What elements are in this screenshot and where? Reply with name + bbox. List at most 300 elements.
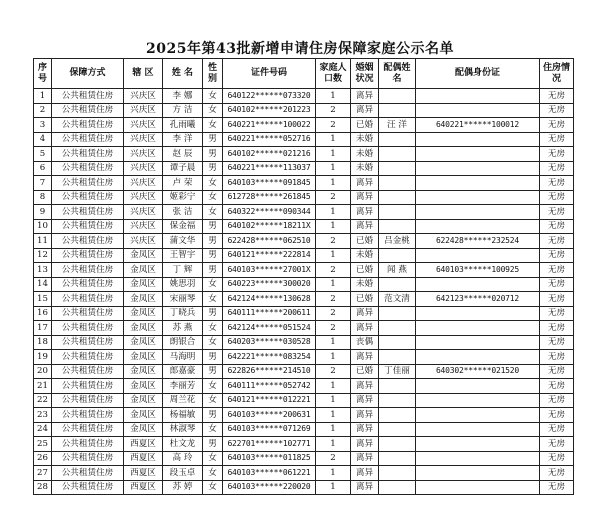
cell-spouse-id xyxy=(416,103,540,118)
cell-marital: 未婚 xyxy=(351,161,379,176)
cell-name: 李 娜 xyxy=(163,89,203,104)
cell-id: 640221******100022 xyxy=(223,118,316,133)
cell-household-size: 1 xyxy=(316,205,351,220)
cell-no: 13 xyxy=(34,263,52,278)
cell-id: 640322******090344 xyxy=(223,205,316,220)
cell-name: 马海明 xyxy=(163,350,203,365)
cell-household-size: 1 xyxy=(316,176,351,191)
cell-marital: 离异 xyxy=(351,422,379,437)
cell-housing: 无房 xyxy=(540,379,574,394)
cell-housing: 无房 xyxy=(540,408,574,423)
cell-type: 公共租赁住房 xyxy=(52,422,124,437)
cell-marital: 离异 xyxy=(351,350,379,365)
cell-district: 金凤区 xyxy=(124,248,163,263)
cell-no: 12 xyxy=(34,248,52,263)
table-row xyxy=(34,161,574,176)
table-row xyxy=(34,277,574,292)
cell-marital: 离异 xyxy=(351,451,379,466)
cell-spouse-name: 闻 燕 xyxy=(379,263,416,278)
cell-household-size: 1 xyxy=(316,335,351,350)
cell-spouse-name xyxy=(379,161,416,176)
cell-gender: 女 xyxy=(203,103,223,118)
cell-housing: 无房 xyxy=(540,292,574,307)
cell-no: 15 xyxy=(34,292,52,307)
cell-marital: 离异 xyxy=(351,393,379,408)
cell-id: 640103******091845 xyxy=(223,176,316,191)
cell-no: 4 xyxy=(34,132,52,147)
cell-name: 方 洁 xyxy=(163,103,203,118)
cell-spouse-name xyxy=(379,176,416,191)
cell-gender: 女 xyxy=(203,190,223,205)
cell-no: 7 xyxy=(34,176,52,191)
cell-id: 640103******011825 xyxy=(223,451,316,466)
header-housing: 住房情况 xyxy=(540,59,574,89)
cell-gender: 女 xyxy=(203,118,223,133)
cell-spouse-name xyxy=(379,89,416,104)
table-row xyxy=(34,118,574,133)
cell-id: 640203******030528 xyxy=(223,335,316,350)
cell-housing: 无房 xyxy=(540,466,574,481)
cell-household-size: 1 xyxy=(316,480,351,495)
cell-household-size: 2 xyxy=(316,234,351,249)
table-row xyxy=(34,103,574,118)
header-id: 证件号码 xyxy=(223,59,316,89)
table-row xyxy=(34,321,574,336)
cell-id: 612728******261845 xyxy=(223,190,316,205)
cell-spouse-name xyxy=(379,350,416,365)
cell-marital: 已婚 xyxy=(351,292,379,307)
cell-district: 金凤区 xyxy=(124,408,163,423)
cell-type: 公共租赁住房 xyxy=(52,263,124,278)
table-row xyxy=(34,176,574,191)
cell-gender: 男 xyxy=(203,147,223,162)
cell-marital: 离异 xyxy=(351,205,379,220)
cell-district: 兴庆区 xyxy=(124,161,163,176)
cell-household-size: 1 xyxy=(316,132,351,147)
cell-district: 金凤区 xyxy=(124,263,163,278)
cell-no: 14 xyxy=(34,277,52,292)
cell-spouse-id xyxy=(416,306,540,321)
cell-spouse-id xyxy=(416,205,540,220)
cell-type: 公共租赁住房 xyxy=(52,364,124,379)
cell-no: 16 xyxy=(34,306,52,321)
cell-housing: 无房 xyxy=(540,103,574,118)
cell-housing: 无房 xyxy=(540,118,574,133)
cell-district: 西夏区 xyxy=(124,451,163,466)
cell-type: 公共租赁住房 xyxy=(52,277,124,292)
cell-spouse-name xyxy=(379,219,416,234)
cell-district: 兴庆区 xyxy=(124,132,163,147)
cell-id: 640111******052742 xyxy=(223,379,316,394)
cell-district: 金凤区 xyxy=(124,277,163,292)
cell-no: 8 xyxy=(34,190,52,205)
cell-marital: 已婚 xyxy=(351,263,379,278)
cell-district: 西夏区 xyxy=(124,437,163,452)
header-type: 保障方式 xyxy=(52,59,124,89)
cell-spouse-id: 642123******020712 xyxy=(416,292,540,307)
cell-name: 姬彩宁 xyxy=(163,190,203,205)
cell-type: 公共租赁住房 xyxy=(52,350,124,365)
cell-household-size: 2 xyxy=(316,103,351,118)
cell-gender: 女 xyxy=(203,335,223,350)
cell-spouse-name xyxy=(379,408,416,423)
cell-housing: 无房 xyxy=(540,422,574,437)
cell-type: 公共租赁住房 xyxy=(52,480,124,495)
cell-type: 公共租赁住房 xyxy=(52,379,124,394)
cell-spouse-name: 范文清 xyxy=(379,292,416,307)
cell-type: 公共租赁住房 xyxy=(52,205,124,220)
cell-id: 640103******220020 xyxy=(223,480,316,495)
cell-gender: 男 xyxy=(203,132,223,147)
cell-name: 段玉卓 xyxy=(163,466,203,481)
table-row xyxy=(34,393,574,408)
cell-name: 赵 辰 xyxy=(163,147,203,162)
cell-name: 王智宇 xyxy=(163,248,203,263)
cell-no: 19 xyxy=(34,350,52,365)
cell-housing: 无房 xyxy=(540,335,574,350)
cell-type: 公共租赁住房 xyxy=(52,437,124,452)
header-spouse-id: 配偶身份证 xyxy=(416,59,540,89)
cell-spouse-name xyxy=(379,248,416,263)
cell-housing: 无房 xyxy=(540,437,574,452)
cell-housing: 无房 xyxy=(540,234,574,249)
cell-district: 金凤区 xyxy=(124,393,163,408)
cell-gender: 男 xyxy=(203,350,223,365)
cell-spouse-name xyxy=(379,335,416,350)
cell-household-size: 1 xyxy=(316,248,351,263)
cell-household-size: 1 xyxy=(316,437,351,452)
cell-type: 公共租赁住房 xyxy=(52,466,124,481)
cell-spouse-id xyxy=(416,89,540,104)
cell-housing: 无房 xyxy=(540,132,574,147)
cell-spouse-id xyxy=(416,248,540,263)
cell-housing: 无房 xyxy=(540,277,574,292)
cell-id: 622826******214510 xyxy=(223,364,316,379)
table-header-row xyxy=(34,59,574,89)
cell-no: 1 xyxy=(34,89,52,104)
cell-housing: 无房 xyxy=(540,480,574,495)
cell-household-size: 1 xyxy=(316,393,351,408)
cell-name: 丁 辉 xyxy=(163,263,203,278)
table-row xyxy=(34,263,574,278)
cell-id: 640121******222814 xyxy=(223,248,316,263)
cell-marital: 未婚 xyxy=(351,277,379,292)
cell-district: 金凤区 xyxy=(124,379,163,394)
cell-gender: 女 xyxy=(203,451,223,466)
cell-household-size: 1 xyxy=(316,408,351,423)
cell-name: 杜文龙 xyxy=(163,437,203,452)
cell-household-size: 1 xyxy=(316,422,351,437)
cell-household-size: 1 xyxy=(316,219,351,234)
cell-id: 640103******061221 xyxy=(223,466,316,481)
cell-gender: 男 xyxy=(203,408,223,423)
cell-name: 蒲文华 xyxy=(163,234,203,249)
table-row xyxy=(34,335,574,350)
cell-marital: 未婚 xyxy=(351,248,379,263)
cell-type: 公共租赁住房 xyxy=(52,89,124,104)
cell-name: 孔雨曦 xyxy=(163,118,203,133)
cell-spouse-id xyxy=(416,321,540,336)
cell-spouse-name xyxy=(379,277,416,292)
cell-id: 642124******130628 xyxy=(223,292,316,307)
cell-spouse-id xyxy=(416,335,540,350)
cell-household-size: 1 xyxy=(316,161,351,176)
cell-type: 公共租赁住房 xyxy=(52,248,124,263)
cell-district: 西夏区 xyxy=(124,480,163,495)
cell-spouse-id: 640302******021520 xyxy=(416,364,540,379)
table-row xyxy=(34,292,574,307)
cell-household-size: 2 xyxy=(316,364,351,379)
cell-spouse-name xyxy=(379,466,416,481)
header-no: 序号 xyxy=(34,59,52,89)
cell-housing: 无房 xyxy=(540,263,574,278)
cell-marital: 离异 xyxy=(351,379,379,394)
cell-no: 20 xyxy=(34,364,52,379)
header-household-size: 家庭人口数 xyxy=(316,59,351,89)
cell-marital: 已婚 xyxy=(351,234,379,249)
cell-type: 公共租赁住房 xyxy=(52,190,124,205)
cell-spouse-id xyxy=(416,277,540,292)
cell-marital: 离异 xyxy=(351,466,379,481)
cell-spouse-name xyxy=(379,480,416,495)
cell-type: 公共租赁住房 xyxy=(52,451,124,466)
cell-spouse-id: 622428******232524 xyxy=(416,234,540,249)
cell-spouse-id xyxy=(416,466,540,481)
cell-gender: 女 xyxy=(203,89,223,104)
cell-household-size: 2 xyxy=(316,263,351,278)
table-row xyxy=(34,132,574,147)
cell-no: 28 xyxy=(34,480,52,495)
cell-gender: 男 xyxy=(203,234,223,249)
cell-type: 公共租赁住房 xyxy=(52,147,124,162)
table-row xyxy=(34,451,574,466)
cell-gender: 男 xyxy=(203,219,223,234)
cell-spouse-id xyxy=(416,219,540,234)
cell-type: 公共租赁住房 xyxy=(52,292,124,307)
cell-district: 兴庆区 xyxy=(124,147,163,162)
cell-household-size: 1 xyxy=(316,277,351,292)
cell-no: 26 xyxy=(34,451,52,466)
cell-spouse-id xyxy=(416,161,540,176)
cell-gender: 男 xyxy=(203,364,223,379)
cell-no: 6 xyxy=(34,161,52,176)
table-row xyxy=(34,205,574,220)
cell-name: 张 洁 xyxy=(163,205,203,220)
cell-no: 17 xyxy=(34,321,52,336)
cell-gender: 女 xyxy=(203,480,223,495)
cell-spouse-name xyxy=(379,422,416,437)
cell-spouse-name xyxy=(379,393,416,408)
cell-district: 兴庆区 xyxy=(124,89,163,104)
cell-housing: 无房 xyxy=(540,451,574,466)
cell-id: 640121******012221 xyxy=(223,393,316,408)
cell-marital: 已婚 xyxy=(351,364,379,379)
cell-marital: 离异 xyxy=(351,408,379,423)
cell-spouse-name xyxy=(379,190,416,205)
cell-type: 公共租赁住房 xyxy=(52,408,124,423)
cell-name: 郎嘉豪 xyxy=(163,364,203,379)
cell-household-size: 2 xyxy=(316,321,351,336)
header-district: 辖 区 xyxy=(124,59,163,89)
cell-type: 公共租赁住房 xyxy=(52,234,124,249)
header-gender: 性别 xyxy=(203,59,223,89)
cell-no: 3 xyxy=(34,118,52,133)
cell-gender: 女 xyxy=(203,466,223,481)
cell-name: 丁晓兵 xyxy=(163,306,203,321)
cell-id: 640111******200611 xyxy=(223,306,316,321)
header-spouse-name: 配偶姓名 xyxy=(379,59,416,89)
cell-no: 21 xyxy=(34,379,52,394)
cell-household-size: 2 xyxy=(316,292,351,307)
cell-gender: 女 xyxy=(203,379,223,394)
cell-spouse-id: 640221******100012 xyxy=(416,118,540,133)
table-row xyxy=(34,219,574,234)
cell-household-size: 1 xyxy=(316,379,351,394)
cell-spouse-id xyxy=(416,437,540,452)
cell-household-size: 2 xyxy=(316,306,351,321)
cell-id: 640102******18211X xyxy=(223,219,316,234)
cell-marital: 离异 xyxy=(351,306,379,321)
cell-type: 公共租赁住房 xyxy=(52,161,124,176)
cell-spouse-name: 吕金桃 xyxy=(379,234,416,249)
table-row xyxy=(34,147,574,162)
cell-name: 保金福 xyxy=(163,219,203,234)
cell-marital: 已婚 xyxy=(351,118,379,133)
cell-household-size: 2 xyxy=(316,118,351,133)
header-name: 姓 名 xyxy=(163,59,203,89)
cell-gender: 女 xyxy=(203,422,223,437)
table-row xyxy=(34,408,574,423)
cell-marital: 离异 xyxy=(351,437,379,452)
cell-name: 姚思羽 xyxy=(163,277,203,292)
cell-spouse-id xyxy=(416,350,540,365)
table-row xyxy=(34,437,574,452)
cell-no: 2 xyxy=(34,103,52,118)
cell-district: 兴庆区 xyxy=(124,234,163,249)
cell-spouse-name xyxy=(379,205,416,220)
table-row xyxy=(34,234,574,249)
cell-district: 兴庆区 xyxy=(124,176,163,191)
cell-name: 卢 荣 xyxy=(163,176,203,191)
cell-gender: 男 xyxy=(203,263,223,278)
cell-housing: 无房 xyxy=(540,219,574,234)
cell-household-size: 2 xyxy=(316,451,351,466)
table-row xyxy=(34,480,574,495)
cell-name: 苏 婷 xyxy=(163,480,203,495)
table-row xyxy=(34,306,574,321)
cell-no: 25 xyxy=(34,437,52,452)
cell-district: 兴庆区 xyxy=(124,219,163,234)
cell-no: 10 xyxy=(34,219,52,234)
cell-housing: 无房 xyxy=(540,306,574,321)
cell-district: 西夏区 xyxy=(124,466,163,481)
table-row xyxy=(34,350,574,365)
cell-name: 宋丽琴 xyxy=(163,292,203,307)
cell-marital: 离异 xyxy=(351,176,379,191)
cell-id: 640223******300020 xyxy=(223,277,316,292)
cell-name: 朗银合 xyxy=(163,335,203,350)
cell-type: 公共租赁住房 xyxy=(52,176,124,191)
cell-district: 金凤区 xyxy=(124,350,163,365)
page-title: 2025年第43批新增申请住房保障家庭公示名单 xyxy=(146,41,454,57)
cell-spouse-id xyxy=(416,190,540,205)
cell-district: 金凤区 xyxy=(124,364,163,379)
cell-district: 兴庆区 xyxy=(124,190,163,205)
cell-housing: 无房 xyxy=(540,161,574,176)
cell-household-size: 1 xyxy=(316,350,351,365)
table-row xyxy=(34,379,574,394)
cell-spouse-id: 640103******100925 xyxy=(416,263,540,278)
cell-name: 李丽芳 xyxy=(163,379,203,394)
cell-spouse-id xyxy=(416,132,540,147)
cell-spouse-name xyxy=(379,147,416,162)
cell-spouse-name xyxy=(379,103,416,118)
cell-gender: 男 xyxy=(203,161,223,176)
table-row xyxy=(34,422,574,437)
header-marital: 婚姻状况 xyxy=(351,59,379,89)
cell-marital: 未婚 xyxy=(351,147,379,162)
notice-table xyxy=(33,58,574,495)
cell-id: 642124******051524 xyxy=(223,321,316,336)
cell-gender: 男 xyxy=(203,306,223,321)
cell-name: 苏 燕 xyxy=(163,321,203,336)
cell-spouse-name xyxy=(379,437,416,452)
cell-spouse-id xyxy=(416,422,540,437)
cell-district: 金凤区 xyxy=(124,321,163,336)
cell-marital: 丧偶 xyxy=(351,335,379,350)
cell-id: 640221******113037 xyxy=(223,161,316,176)
cell-housing: 无房 xyxy=(540,393,574,408)
cell-id: 640221******052716 xyxy=(223,132,316,147)
cell-name: 周兰花 xyxy=(163,393,203,408)
cell-no: 24 xyxy=(34,422,52,437)
cell-district: 兴庆区 xyxy=(124,205,163,220)
cell-household-size: 1 xyxy=(316,89,351,104)
cell-housing: 无房 xyxy=(540,190,574,205)
cell-id: 640102******021216 xyxy=(223,147,316,162)
cell-marital: 离异 xyxy=(351,190,379,205)
cell-housing: 无房 xyxy=(540,364,574,379)
cell-type: 公共租赁住房 xyxy=(52,335,124,350)
cell-id: 622428******062510 xyxy=(223,234,316,249)
cell-household-size: 1 xyxy=(316,466,351,481)
cell-district: 金凤区 xyxy=(124,422,163,437)
cell-type: 公共租赁住房 xyxy=(52,306,124,321)
cell-spouse-name xyxy=(379,451,416,466)
cell-no: 22 xyxy=(34,393,52,408)
cell-spouse-id xyxy=(416,393,540,408)
cell-name: 杨福敏 xyxy=(163,408,203,423)
cell-housing: 无房 xyxy=(540,176,574,191)
cell-marital: 离异 xyxy=(351,89,379,104)
cell-district: 兴庆区 xyxy=(124,103,163,118)
cell-type: 公共租赁住房 xyxy=(52,103,124,118)
cell-district: 兴庆区 xyxy=(124,118,163,133)
cell-marital: 离异 xyxy=(351,103,379,118)
cell-type: 公共租赁住房 xyxy=(52,132,124,147)
cell-district: 金凤区 xyxy=(124,306,163,321)
cell-spouse-name xyxy=(379,306,416,321)
cell-marital: 离异 xyxy=(351,219,379,234)
cell-spouse-id xyxy=(416,480,540,495)
cell-type: 公共租赁住房 xyxy=(52,118,124,133)
cell-name: 高 玲 xyxy=(163,451,203,466)
cell-no: 18 xyxy=(34,335,52,350)
cell-spouse-id xyxy=(416,379,540,394)
cell-id: 642221******083254 xyxy=(223,350,316,365)
cell-gender: 男 xyxy=(203,248,223,263)
cell-household-size: 1 xyxy=(316,147,351,162)
